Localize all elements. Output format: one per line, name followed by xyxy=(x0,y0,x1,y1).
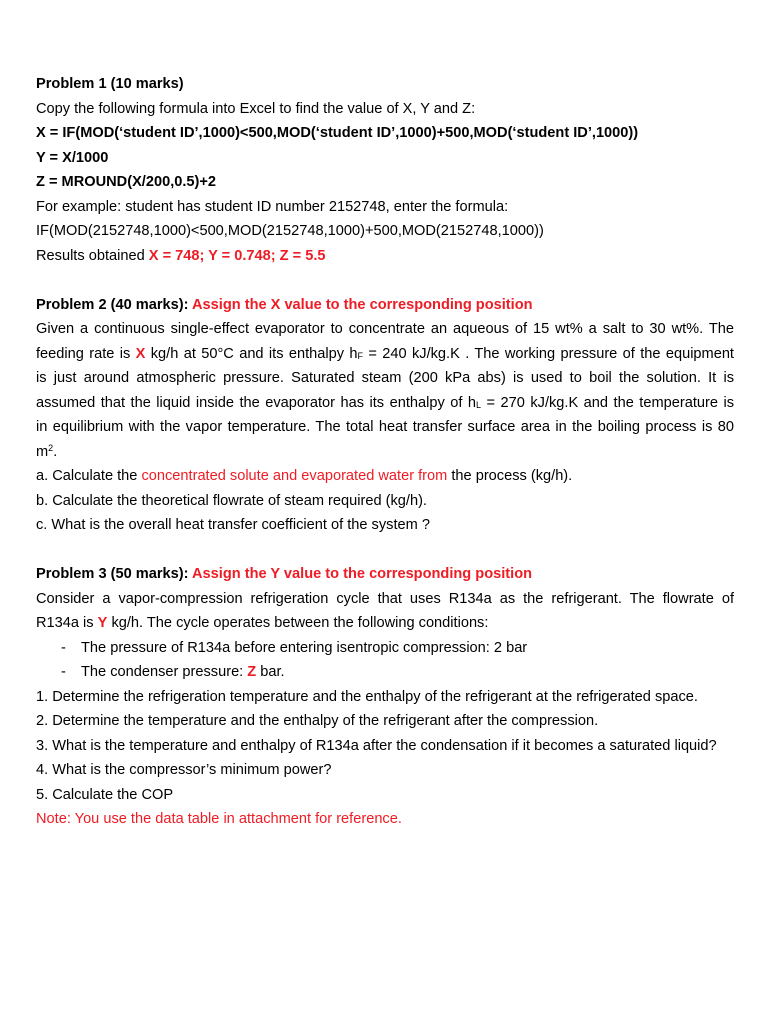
bullet-dash: - xyxy=(61,639,66,656)
section-gap xyxy=(36,268,734,293)
formula-y: Y = X/1000 xyxy=(36,149,109,166)
x-placeholder: X xyxy=(135,345,146,362)
bullet-item-2-text: The condenser pressure: xyxy=(81,664,248,680)
problem-3-text-line-1: Consider a vapor-compression refrigeration cycle that uses R134a as the refrigerant. The flowrate of xyxy=(36,590,734,607)
liquid-enthalpy-value: = 270 kJ/kg.K and the temperature is xyxy=(481,394,734,411)
flowrate-unit-text: kg/h. The cycle operates between the following conditions: xyxy=(107,615,489,631)
problem-2-text-line-6 xyxy=(36,440,734,465)
flowrate-text: R134a is xyxy=(36,615,98,631)
bullet-item-1-text: The pressure of R134a before entering isentropic compression: 2 bar xyxy=(81,639,528,656)
period: . xyxy=(53,443,58,460)
question-5: 5. Calculate the COP xyxy=(36,786,174,803)
z-placeholder: Z xyxy=(247,664,257,680)
problem-2-heading: Problem 2 (40 marks): xyxy=(36,296,192,313)
question-a-end: the process (kg/h). xyxy=(447,468,573,484)
question-1: 1. Determine the refrigeration temperature and the enthalpy of the refrigerant at the refrigerated space. xyxy=(36,688,698,705)
results-value: X = 748; Y = 0.748; Z = 5.5 xyxy=(148,247,326,264)
document-page xyxy=(36,72,734,832)
feed-temp-text: kg/h at 50°C and its enthalpy h xyxy=(145,345,358,362)
question-2: 2. Determine the temperature and the enthalpy of the refrigerant after the compression. xyxy=(36,713,599,729)
problem-2-heading-line xyxy=(36,293,734,318)
unit-m: m xyxy=(36,443,49,460)
formula-x: X = IF(MOD(‘student ID’,1000)<500,MOD(‘student ID’,1000)+500,MOD(‘student ID’,1000)) xyxy=(36,125,639,141)
bullet-item-2-unit: bar. xyxy=(256,664,285,680)
results-label: Results obtained xyxy=(36,247,149,264)
problem-2-text-line-4 xyxy=(36,391,734,416)
section-gap xyxy=(36,538,734,563)
problem-2-text-line-5: in equilibrium with the vapor temperature. The total heat transfer surface area in the boiling process is 80 xyxy=(36,419,734,435)
problem-1-intro: Copy the following formula into Excel to find the value of X, Y and Z: xyxy=(36,100,476,117)
question-b: b. Calculate the theoretical flowrate of steam required (kg/h). xyxy=(36,492,427,509)
subscript-l: L xyxy=(476,399,482,410)
superscript-2: 2 xyxy=(48,442,54,453)
bullet-dash: - xyxy=(61,664,66,680)
problem-1-heading: Problem 1 (10 marks) xyxy=(36,76,184,92)
question-3: 3. What is the temperature and enthalpy of R134a after the condensation if it becomes a saturated liquid? xyxy=(36,737,717,754)
question-a-highlight: concentrated solute and evaporated water from xyxy=(141,468,448,484)
example-text: For example: student has student ID number 2152748, enter the formula: xyxy=(36,198,509,215)
problem-3-assign: Assign the Y value to the corresponding position xyxy=(192,566,533,582)
problem-3-heading: Problem 3 (50 marks): xyxy=(36,566,192,582)
subscript-f: F xyxy=(357,350,364,361)
bullet-item-2 xyxy=(36,660,734,685)
problem-2-text-line-2 xyxy=(36,342,734,367)
bullet-item-1 xyxy=(36,636,734,661)
formula-z: Z = MROUND(X/200,0.5)+2 xyxy=(36,174,217,190)
problem-2-text-line-3: is just around atmospheric pressure. Saturated steam (200 kPa abs) is used to boil the solution. It is xyxy=(36,370,734,386)
reference-note: Note: You use the data table in attachment for reference. xyxy=(36,811,402,827)
feed-enthalpy-text: = 240 kJ/kg.K . The working pressure of the equipment xyxy=(363,345,734,362)
feed-rate-text: feeding rate is xyxy=(36,345,136,362)
example-formula: IF(MOD(2152748,1000)<500,MOD(2152748,1000)+500,MOD(2152748,1000)) xyxy=(36,223,544,239)
y-placeholder: Y xyxy=(97,615,108,631)
problem-3-text-line-2 xyxy=(36,611,734,636)
question-a-start: a. Calculate the xyxy=(36,468,142,484)
question-a xyxy=(36,464,734,489)
results-line xyxy=(36,244,734,269)
problem-2-assign: Assign the X value to the corresponding position xyxy=(192,296,533,313)
question-c: c. What is the overall heat transfer coefficient of the system ? xyxy=(36,517,430,533)
question-4: 4. What is the compressor’s minimum power? xyxy=(36,762,332,778)
problem-3-heading-line xyxy=(36,562,734,587)
problem-2-text-line-1: Given a continuous single-effect evaporator to concentrate an aqueous of 15 wt% a salt to 30 wt%. The xyxy=(36,321,734,337)
liquid-enthalpy-text: assumed that the liquid inside the evaporator has its enthalpy of h xyxy=(36,394,477,411)
